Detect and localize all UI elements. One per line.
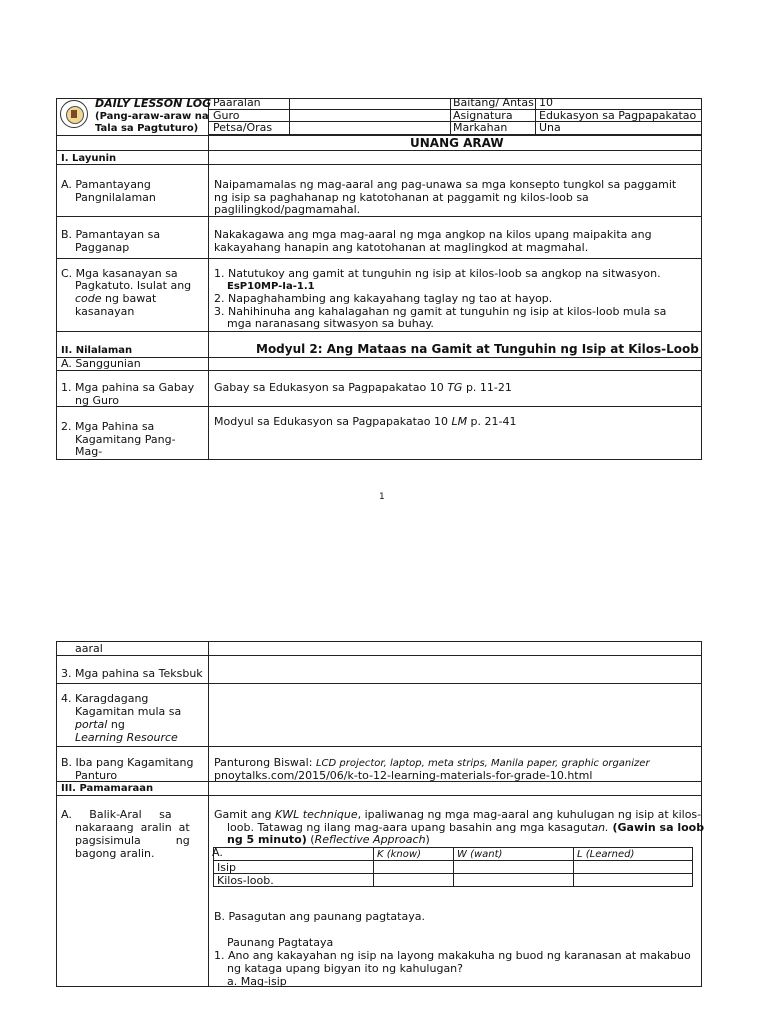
- kwl-border: [692, 847, 693, 887]
- pamantayang-label: Pangnilalaman: [75, 191, 156, 204]
- row-sep: [56, 150, 702, 151]
- row-sep: [56, 746, 702, 747]
- pagganap-text: Nakakagawa ang mga mag-aaral ng mga angkop na kilos upang maipakita ang: [214, 228, 652, 241]
- nilalaman-text: Modyul 2: Ang Mataas na Gamit at Tunguhin ng Isip at Kilos-Loob: [256, 342, 699, 356]
- kagamitan-lm: LM: [451, 415, 468, 428]
- row-sep: [56, 795, 702, 796]
- kwl-header: A.: [212, 846, 223, 859]
- kagamitan-text-pre: Modyul sa Edukasyon sa Pagpapakatao 10: [214, 415, 452, 428]
- row-sep: [56, 683, 702, 684]
- karagdagang-label: [75, 718, 125, 731]
- kagamitan-label: Mag-: [75, 445, 103, 458]
- paunang-title: Paunang Pagtataya: [227, 936, 334, 949]
- aaral-label: aaral: [75, 642, 103, 655]
- balik-text2-pre: loob. Tatawag ng ilang mag-aara upang basahin ang mga kasagut: [227, 821, 592, 834]
- kasanayan-item: 2. Napaghahambing ang kakayahang taglay ng tao at hayop.: [214, 292, 553, 305]
- page-number: 1: [379, 492, 385, 502]
- row-sep: [56, 164, 702, 165]
- pagganap-label: B. Pamantayan sa: [61, 228, 161, 241]
- iba-label: B. Iba pang Kagamitang: [61, 756, 194, 769]
- table-border-top: [56, 641, 702, 642]
- balik-label: bagong aralin.: [75, 847, 155, 860]
- row-sep: [56, 357, 702, 358]
- kwl-header: L (Learned): [577, 849, 635, 860]
- pagganap-label: Pagganap: [75, 241, 130, 254]
- pamamaraan-label: III. Pamamaraan: [61, 783, 154, 794]
- iba-text-items: LCD projector, laptop, meta strips, Manila paper, graphic organizer: [315, 758, 650, 769]
- petsa-label: Petsa/Oras: [213, 121, 273, 134]
- paaralan-label: Paaralan: [213, 96, 261, 109]
- minuto-bold: ng 5 minuto): [227, 833, 307, 846]
- balik-text-post: , ipaliwanag ng mga mag-aaral ang kuhulugan ng isip at kilos-: [357, 808, 702, 821]
- kasanayan-label: kasanayan: [75, 305, 135, 318]
- table-border-bottom: [56, 459, 702, 460]
- kwl-border: [373, 847, 374, 887]
- kwl-border: [453, 847, 454, 887]
- paren-open: (: [306, 833, 315, 846]
- kwl-row-label: Kilos-loob.: [217, 874, 274, 887]
- gabay-label: ng Guro: [75, 394, 119, 407]
- kagamitan-text-post: p. 21-41: [467, 415, 517, 428]
- header-subtitle: (Pang-araw-araw na: [95, 111, 209, 122]
- kwl-header: W (want): [457, 849, 503, 860]
- row-sep: [56, 135, 702, 136]
- header-subtitle: Tala sa Pagtuturo): [95, 123, 199, 134]
- kasanayan-item: mga naranasang sitwasyon sa buhay.: [227, 317, 434, 330]
- gabay-tg: TG: [447, 381, 463, 394]
- pagganap-text: kakayahang hanapin ang katotohanan at maglingkod at magmahal.: [214, 241, 589, 254]
- question-1: 1. Ano ang kakayahan ng isip na layong makakuha ng buod ng karanasan at makabuo: [214, 949, 691, 962]
- balik-text-pre: Gamit ang: [214, 808, 276, 821]
- baitang-label: Baitang/ Antas: [453, 96, 534, 109]
- gabay-label: 1. Mga pahina sa Gabay: [61, 381, 195, 394]
- pamantayang-label: A. Pamantayang: [61, 178, 151, 191]
- guro-label: Guro: [213, 109, 240, 122]
- karagdagang-label: Learning Resource: [75, 731, 178, 744]
- balik-text: [227, 833, 430, 846]
- kasanayan-label: [75, 292, 156, 305]
- iba-url[interactable]: pnoytalks.com/2015/06/k-to-12-learning-materials-for-grade-10.html: [214, 769, 593, 782]
- col-divider: [208, 641, 209, 987]
- balik-label: A. Balik-Aral sa: [61, 808, 172, 821]
- row-sep: [56, 655, 702, 656]
- iba-text: [214, 756, 650, 770]
- row-sep: [56, 216, 702, 217]
- table-border-bottom: [56, 986, 702, 987]
- balik-label: nakaraang aralin at: [75, 821, 190, 834]
- pasagutan-text: B. Pasagutan ang paunang pagtataya.: [214, 910, 425, 923]
- kasanayan-code: EsP10MP-Ia-1.1: [227, 281, 315, 292]
- karagdagang-label: Kagamitan mula sa: [75, 705, 182, 718]
- answer-choice-a: a. Mag-isip: [227, 975, 287, 988]
- markahan-value[interactable]: Una: [539, 121, 561, 134]
- kagamitan-text: [214, 415, 517, 428]
- layunin-label: I. Layunin: [61, 153, 117, 164]
- header-col-3: [535, 98, 536, 135]
- gabay-text-post: p. 11-21: [462, 381, 512, 394]
- reflective-approach: Reflective Approach: [314, 833, 426, 846]
- pamantayang-text: paglilingkod/pagmamahal.: [214, 203, 361, 216]
- kasanayan-item: 1. Natutukoy ang gamit at tunguhin ng isip at kilos-loob sa angkop na sitwasyon.: [214, 267, 661, 280]
- kasanayan-label: C. Mga kasanayan sa: [61, 267, 178, 280]
- header-col-2: [450, 98, 451, 135]
- karagdagang-label-rest: ng: [107, 718, 125, 731]
- nilalaman-label: II. Nilalaman: [61, 345, 133, 356]
- gabay-text-pre: Gabay sa Edukasyon sa Pagpapakatao 10: [214, 381, 448, 394]
- markahan-label: Markahan: [453, 121, 508, 134]
- row-sep: [56, 331, 702, 332]
- teksbuk-label: 3. Mga pahina sa Teksbuk: [61, 667, 203, 680]
- kwl-header: K (know): [377, 849, 421, 860]
- balik-text2-an: an.: [591, 821, 609, 834]
- kwl-technique: KWL technique: [275, 808, 358, 821]
- balik-label: pagsisimula ng: [75, 834, 190, 847]
- row-sep: [56, 406, 702, 407]
- kasanayan-item: 3. Nahihinuha ang kahalagahan ng gamit at tunguhin ng isip at kilos-loob mula sa: [214, 305, 667, 318]
- deped-seal-icon: [60, 100, 88, 128]
- gawin-bold: (Gawin sa loob: [608, 821, 705, 834]
- table-border-left: [56, 641, 57, 987]
- question-1: ng kataga upang bigyan ito ng kahulugan?: [227, 962, 463, 975]
- header-title: DAILY LESSON LOG: [95, 97, 212, 110]
- kasanayan-label: Pagkatuto. Isulat ang: [75, 279, 192, 292]
- pamantayang-text: Naipamamalas ng mag-aaral ang pag-unawa sa mga konsepto tungkol sa paggamit: [214, 178, 677, 191]
- portal-word: portal: [75, 718, 108, 731]
- asignatura-value[interactable]: Edukasyon sa Pagpapakatao: [539, 109, 697, 122]
- iba-text-pre: Panturong Biswal:: [214, 756, 316, 769]
- balik-text: [214, 808, 701, 821]
- pamantayang-text: ng isip sa paghahanap ng katotohanan at paggamit ng kilos-loob sa: [214, 191, 589, 204]
- karagdagang-label: 4. Karagdagang: [61, 692, 149, 705]
- kwl-row-label: Isip: [217, 861, 237, 874]
- paren-close: ): [425, 833, 430, 846]
- kagamitan-label: Kagamitang Pang-: [75, 433, 176, 446]
- kasanayan-label-rest: ng bawat: [101, 292, 157, 305]
- kwl-border: [573, 847, 574, 887]
- baitang-value[interactable]: 10: [539, 96, 553, 109]
- table-border-right: [701, 641, 702, 987]
- asignatura-label: Asignatura: [453, 109, 513, 122]
- code-word: code: [75, 292, 102, 305]
- day-title: UNANG ARAW: [410, 136, 504, 150]
- row-sep: [56, 258, 702, 259]
- kagamitan-label: 2. Mga Pahina sa: [61, 420, 155, 433]
- header-col-1: [289, 98, 290, 135]
- iba-label: Panturo: [75, 769, 118, 782]
- row-sep: [56, 370, 702, 371]
- sanggunian-label: A. Sanggunian: [61, 357, 141, 370]
- gabay-text: [214, 381, 512, 394]
